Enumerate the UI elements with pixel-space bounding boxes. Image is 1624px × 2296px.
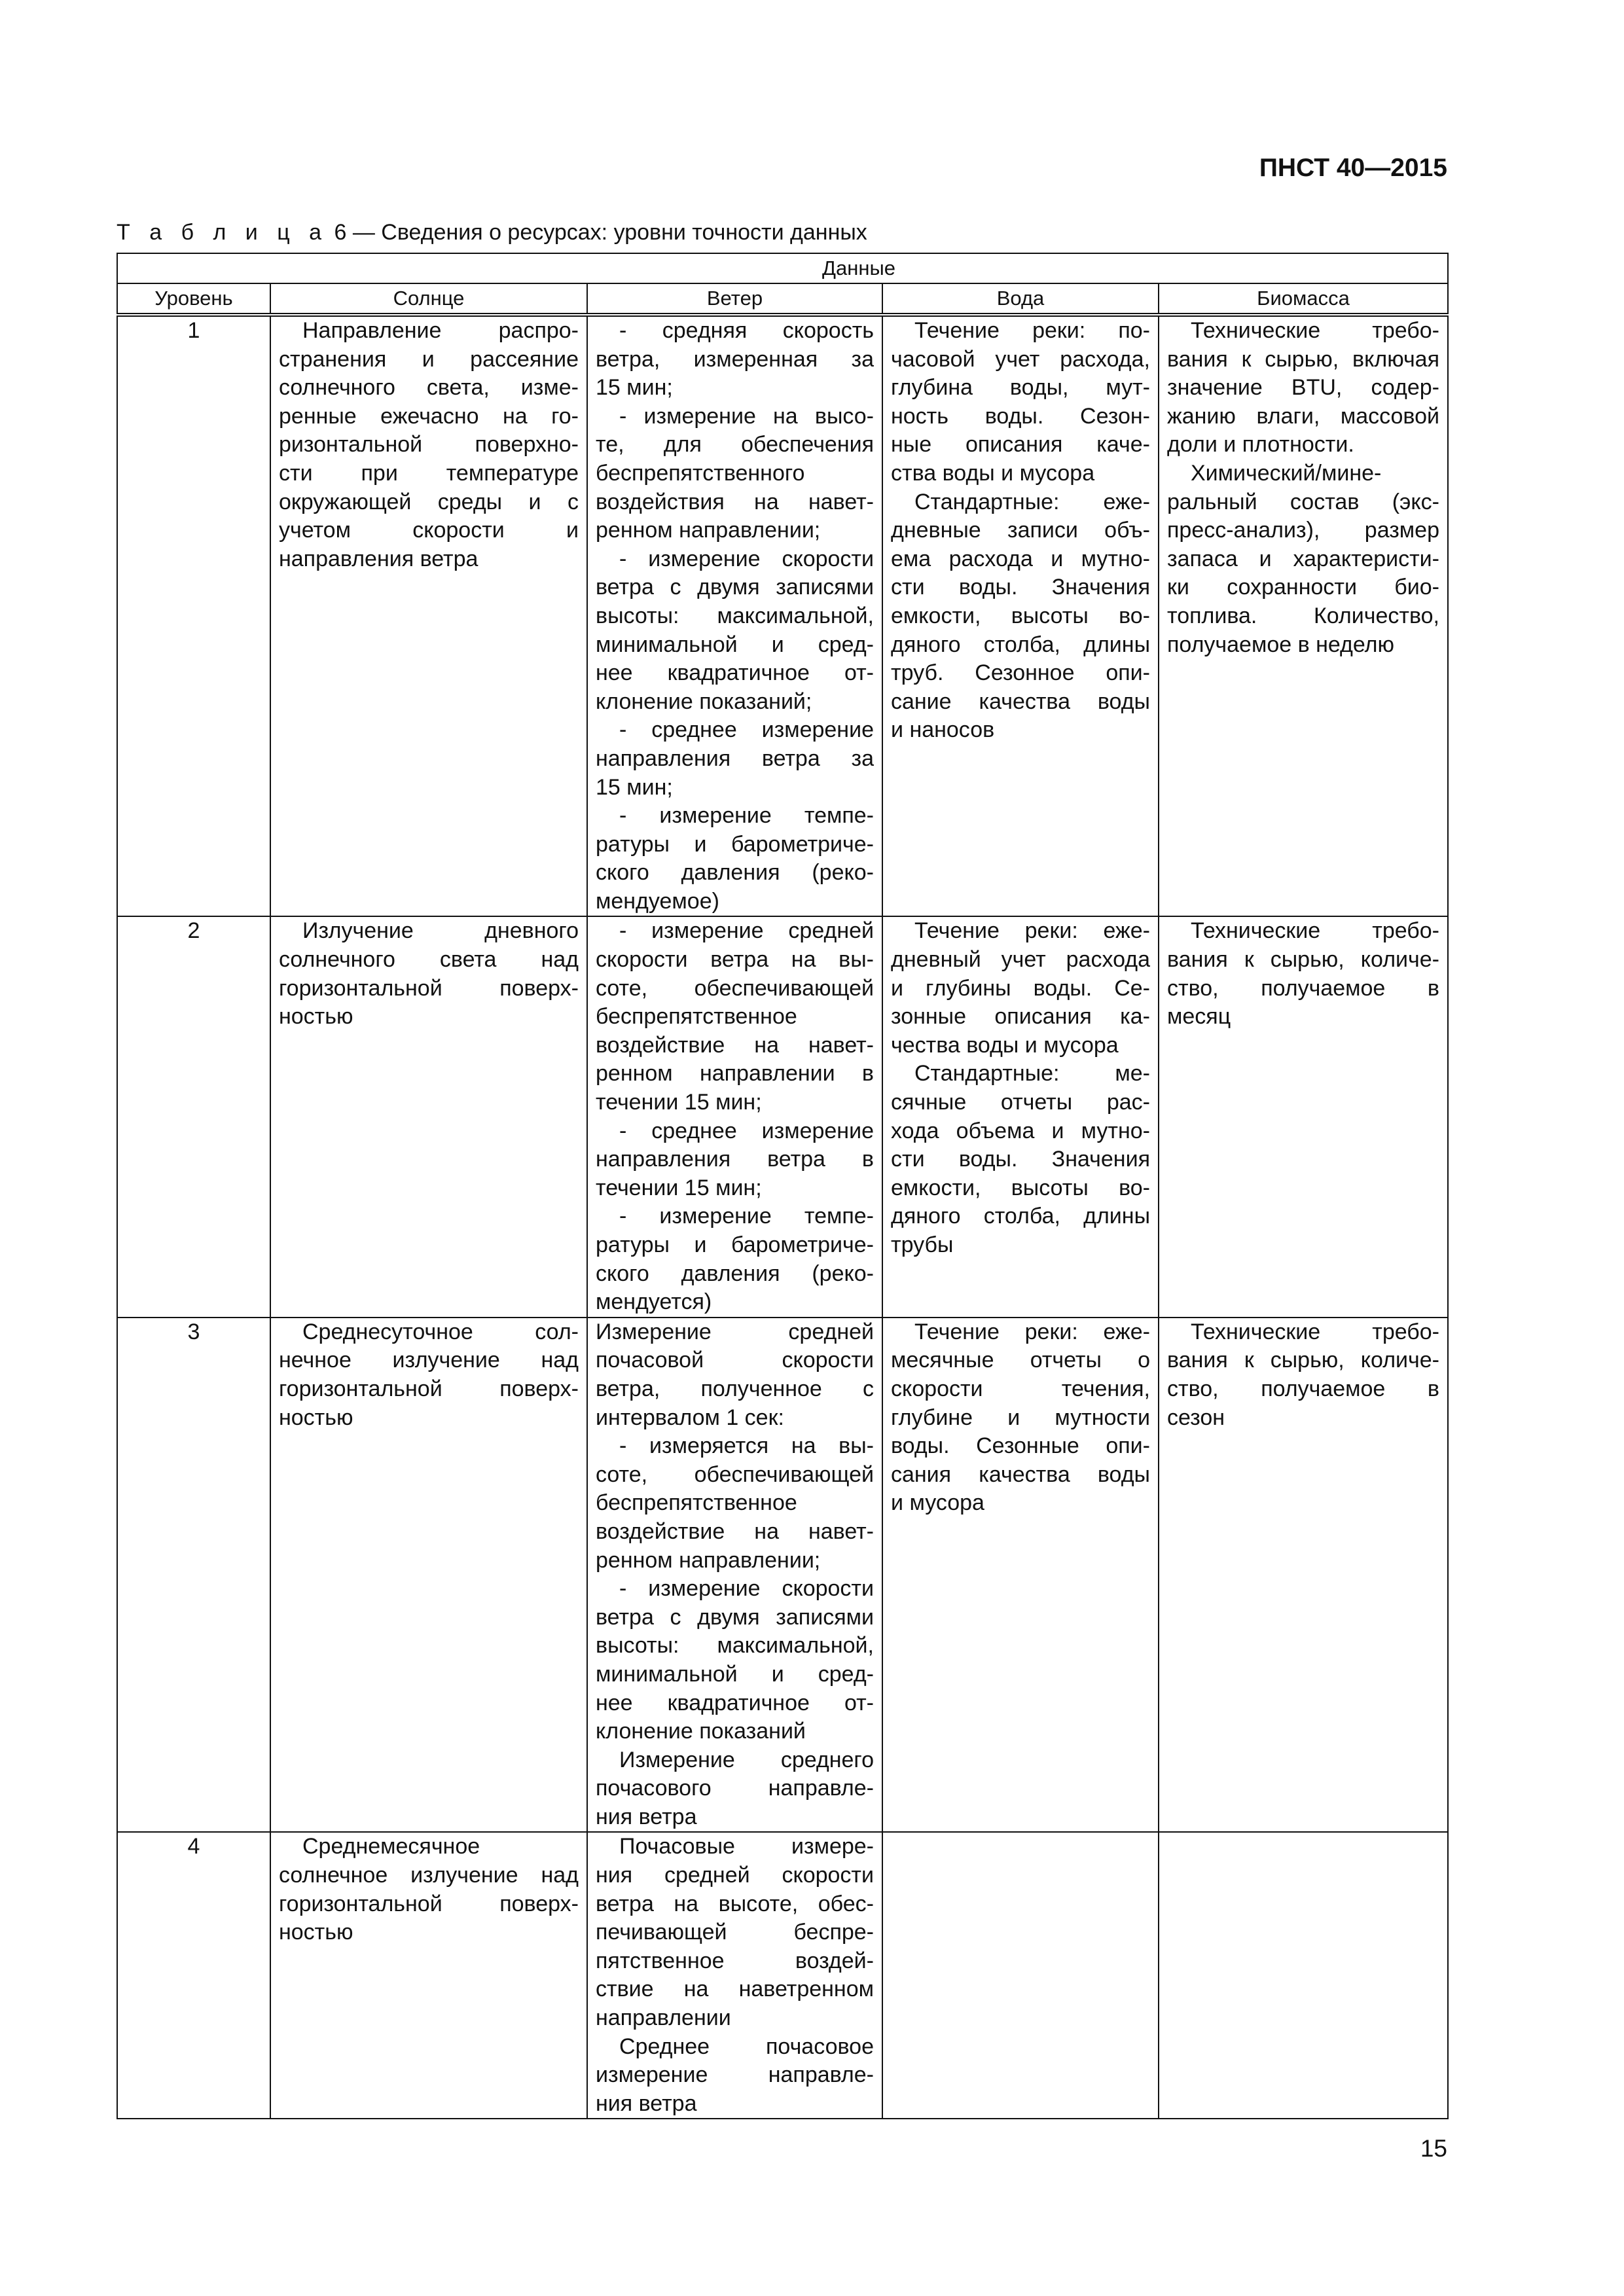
- cell-text-line: направления ветра за: [596, 745, 874, 771]
- cell-text-line: печивающей беспре-: [596, 1920, 874, 1945]
- cell-text-line: ренном направлении;: [596, 1547, 821, 1573]
- level-cell: 2: [117, 916, 270, 1317]
- cell-text-line: горизонтальной поверх-: [279, 975, 579, 1001]
- cell-text-line: дяного столба, длины: [891, 1204, 1150, 1229]
- cell-text-line: ризонтальной поверхно-: [279, 432, 579, 457]
- cell-text-line: высоты: максимальной,: [596, 1633, 874, 1659]
- cell-text-line: - средняя скорость: [619, 318, 874, 343]
- column-header-biomass: Биомасса: [1159, 283, 1448, 315]
- cell-text-line: почасовой скорости: [596, 1348, 874, 1373]
- cell-text-line: вания к сырью, количе-: [1167, 1348, 1439, 1373]
- cell-text-line: ства воды и мусора: [891, 460, 1095, 486]
- table-caption-text: 6 — Сведения о ресурсах: уровни точности данных: [334, 220, 867, 245]
- cell-text-line: вания к сырью, включая: [1167, 346, 1439, 372]
- cell-text-line: зонные описания ка-: [891, 1004, 1150, 1030]
- cell-text-line: запаса и характеристи-: [1167, 546, 1439, 571]
- cell-text-line: трубы: [891, 1232, 954, 1257]
- cell-text-line: сти воды. Значения: [891, 1147, 1150, 1172]
- cell-text-line: сание качества воды: [891, 689, 1150, 714]
- cell-text-line: соте, обеспечивающей: [596, 1462, 874, 1487]
- wind-cell: [587, 916, 882, 1317]
- cell-text-line: хода объема и мутно-: [891, 1118, 1150, 1143]
- cell-text-line: ветра с двумя записями: [596, 575, 874, 600]
- sun-cell: [270, 315, 587, 916]
- cell-text-line: ство, получаемое в: [1167, 975, 1439, 1001]
- cell-text-line: труб. Сезонное опи-: [891, 660, 1150, 686]
- biomass-cell: [1159, 315, 1448, 916]
- cell-text-line: ема расхода и мутно-: [891, 546, 1150, 571]
- cell-text-line: направления ветра: [279, 546, 478, 571]
- cell-text-line: дневные записи объ-: [891, 518, 1150, 543]
- cell-text-line: ского давления (реко-: [596, 860, 874, 886]
- cell-text-line: Почасовые измере-: [619, 1834, 874, 1859]
- water-cell: [882, 1832, 1159, 2119]
- cell-text-line: ренные ежечасно на го-: [279, 403, 579, 429]
- header-empty-cell: [117, 253, 270, 283]
- cell-text-line: течении 15 мин;: [596, 1090, 762, 1115]
- cell-text-line: сти воды. Значения: [891, 575, 1150, 600]
- cell-text-line: мендуемое): [596, 888, 719, 914]
- table-caption: [117, 220, 867, 245]
- cell-text-line: Химический/мине-: [1191, 460, 1382, 486]
- cell-text-line: почасового направле-: [596, 1776, 874, 1801]
- cell-text-line: - измерение темпе-: [619, 1204, 874, 1229]
- water-cell: [882, 315, 1159, 916]
- page-number: 15: [1420, 2135, 1447, 2162]
- table-body: [117, 315, 1448, 2119]
- cell-text-line: нечное излучение над: [279, 1348, 579, 1373]
- cell-text-line: жанию влаги, массовой: [1167, 403, 1439, 429]
- cell-text-line: направлении: [596, 2005, 731, 2031]
- cell-text-line: ветра, измеренная за: [596, 346, 874, 372]
- table-caption-prefix: Т а б л и ц а: [117, 220, 329, 245]
- water-cell: [882, 1318, 1159, 1833]
- sun-cell: [270, 916, 587, 1317]
- resource-table: [117, 253, 1449, 2119]
- cell-text-line: скорости ветра на вы-: [596, 947, 874, 973]
- cell-text-line: ральный состав (экс-: [1167, 489, 1439, 514]
- water-cell: [882, 916, 1159, 1317]
- cell-text-line: горизонтальной поверх-: [279, 1891, 579, 1916]
- cell-text-line: глубине и мутности: [891, 1405, 1150, 1430]
- cell-text-line: Технические требо-: [1191, 1319, 1439, 1344]
- cell-text-line: часовой учет расхода,: [891, 346, 1150, 372]
- cell-text-line: и мусора: [891, 1490, 984, 1516]
- cell-text-line: солнечного света, изме-: [279, 375, 579, 401]
- cell-text-line: - измерение на высо-: [619, 403, 874, 429]
- level-cell: 1: [117, 315, 270, 916]
- biomass-cell: [1159, 916, 1448, 1317]
- cell-text-line: минимальной и сред-: [596, 632, 874, 657]
- cell-text-line: нее квадратичное от-: [596, 1690, 874, 1715]
- cell-text-line: беспрепятственного: [596, 460, 805, 486]
- cell-text-line: ветра с двумя записями: [596, 1604, 874, 1630]
- cell-text-line: и наносов: [891, 717, 995, 743]
- sun-cell: [270, 1318, 587, 1833]
- group-header-data: Данные: [270, 253, 1448, 283]
- cell-text-line: направления ветра в: [596, 1147, 874, 1172]
- cell-text-line: вания к сырью, количе-: [1167, 947, 1439, 973]
- cell-text-line: течении 15 мин;: [596, 1175, 762, 1200]
- cell-text-line: Течение реки: еже-: [914, 1319, 1150, 1344]
- wind-cell: [587, 1318, 882, 1833]
- cell-text-line: емкости, высоты во-: [891, 603, 1150, 628]
- cell-text-line: ренном направлении в: [596, 1061, 874, 1086]
- cell-text-line: Течение реки: по-: [914, 318, 1150, 343]
- cell-text-line: беспрепятственное: [596, 1004, 797, 1030]
- table-row: [117, 916, 1448, 1317]
- column-header-sun: Солнце: [270, 283, 587, 315]
- cell-text-line: Среднесуточное сол-: [302, 1319, 579, 1344]
- cell-text-line: получаемое в неделю: [1167, 632, 1394, 657]
- cell-text-line: ностью: [279, 1920, 353, 1945]
- cell-text-line: доли и плотности.: [1167, 432, 1354, 457]
- biomass-cell: [1159, 1832, 1448, 2119]
- cell-text-line: беспрепятственное: [596, 1490, 797, 1516]
- cell-text-line: сячные отчеты рас-: [891, 1090, 1150, 1115]
- cell-text-line: странения и рассеяние: [279, 346, 579, 372]
- cell-text-line: Излучение дневного: [302, 918, 579, 944]
- cell-text-line: горизонтальной поверх-: [279, 1376, 579, 1401]
- cell-text-line: минимальной и сред-: [596, 1661, 874, 1687]
- cell-text-line: ветра на высоте, обес-: [596, 1891, 874, 1916]
- cell-text-line: соте, обеспечивающей: [596, 975, 874, 1001]
- cell-text-line: ратуры и барометриче-: [596, 1232, 874, 1257]
- column-header-level: Уровень: [117, 283, 270, 315]
- cell-text-line: - измеряется на вы-: [619, 1433, 874, 1459]
- cell-text-line: сания качества воды: [891, 1462, 1150, 1487]
- cell-text-line: дяного столба, длины: [891, 632, 1150, 657]
- table-row: [117, 1318, 1448, 1833]
- cell-text-line: месячные отчеты о: [891, 1348, 1150, 1373]
- cell-text-line: - измерение темпе-: [619, 803, 874, 829]
- cell-text-line: окружающей среды и с: [279, 489, 579, 514]
- cell-text-line: - среднее измерение: [619, 1118, 874, 1143]
- cell-text-line: ского давления (реко-: [596, 1261, 874, 1286]
- cell-text-line: чества воды и мусора: [891, 1032, 1119, 1058]
- cell-text-line: ки сохранности био-: [1167, 575, 1439, 600]
- cell-text-line: значение BTU, содер-: [1167, 375, 1439, 401]
- cell-text-line: мендуется): [596, 1289, 712, 1315]
- cell-text-line: нее квадратичное от-: [596, 660, 874, 686]
- cell-text-line: ветра, полученное с: [596, 1376, 874, 1401]
- wind-cell: [587, 315, 882, 916]
- cell-text-line: ствие на наветренном: [596, 1977, 874, 2002]
- cell-text-line: ния ветра: [596, 1804, 697, 1829]
- cell-text-line: солнечное излучение над: [279, 1863, 579, 1888]
- cell-text-line: ство, получаемое в: [1167, 1376, 1439, 1401]
- cell-text-line: те, для обеспечения: [596, 432, 874, 457]
- biomass-cell: [1159, 1318, 1448, 1833]
- cell-text-line: дневный учет расхода: [891, 947, 1150, 973]
- cell-text-line: - измерение скорости: [619, 546, 874, 571]
- cell-text-line: воздействие на навет-: [596, 1032, 874, 1058]
- cell-text-line: ния ветра: [596, 2090, 697, 2116]
- cell-text-line: сезон: [1167, 1405, 1225, 1430]
- wind-cell: [587, 1832, 882, 2119]
- cell-text-line: ностью: [279, 1004, 353, 1030]
- cell-text-line: Стандартные: еже-: [914, 489, 1150, 514]
- cell-text-line: Среднее почасовое: [619, 2034, 874, 2059]
- cell-text-line: воздействия на навет-: [596, 489, 874, 514]
- cell-text-line: месяц: [1167, 1004, 1231, 1030]
- cell-text-line: клонение показаний: [596, 1719, 806, 1744]
- cell-text-line: учетом скорости и: [279, 518, 579, 543]
- cell-text-line: пресс-анализ), размер: [1167, 518, 1439, 543]
- cell-text-line: ратуры и барометриче-: [596, 831, 874, 857]
- sun-cell: [270, 1832, 587, 2119]
- cell-text-line: измерение направле-: [596, 2062, 874, 2088]
- cell-text-line: - среднее измерение: [619, 717, 874, 743]
- column-header-water: Вода: [882, 283, 1159, 315]
- cell-text-line: пятственное воздей-: [596, 1948, 874, 1973]
- cell-text-line: интервалом 1 сек:: [596, 1405, 784, 1430]
- cell-text-line: Технические требо-: [1191, 918, 1439, 944]
- table-row: [117, 315, 1448, 916]
- cell-text-line: ность воды. Сезон-: [891, 403, 1150, 429]
- cell-text-line: - измерение средней: [619, 918, 874, 944]
- cell-text-line: - измерение скорости: [619, 1576, 874, 1602]
- cell-text-line: ния средней скорости: [596, 1863, 874, 1888]
- cell-text-line: топлива. Количество,: [1167, 603, 1439, 628]
- cell-text-line: воды. Сезонные опи-: [891, 1433, 1150, 1459]
- cell-text-line: клонение показаний;: [596, 689, 812, 714]
- cell-text-line: ренном направлении;: [596, 518, 821, 543]
- cell-text-line: глубина воды, мут-: [891, 375, 1150, 401]
- cell-text-line: сти при температуре: [279, 460, 579, 486]
- cell-text-line: 15 мин;: [596, 774, 673, 800]
- table-row: [117, 1832, 1448, 2119]
- column-header-wind: Ветер: [587, 283, 882, 315]
- level-cell: 3: [117, 1318, 270, 1833]
- cell-text-line: Измерение среднего: [619, 1747, 874, 1772]
- cell-text-line: Направление распро-: [302, 318, 579, 343]
- cell-text-line: воздействие на навет-: [596, 1518, 874, 1544]
- cell-text-line: ные описания каче-: [891, 432, 1150, 457]
- document-code: ПНСТ 40—2015: [1259, 154, 1447, 182]
- cell-text-line: и глубины воды. Се-: [891, 975, 1150, 1001]
- cell-text-line: Течение реки: еже-: [914, 918, 1150, 944]
- cell-text-line: ностью: [279, 1405, 353, 1430]
- cell-text-line: Технические требо-: [1191, 318, 1439, 343]
- cell-text-line: высоты: максимальной,: [596, 603, 874, 628]
- cell-text-line: 15 мин;: [596, 375, 673, 401]
- cell-text-line: емкости, высоты во-: [891, 1175, 1150, 1200]
- cell-text-line: Измерение средней: [596, 1319, 874, 1344]
- cell-text-line: Стандартные: ме-: [914, 1061, 1150, 1086]
- cell-text-line: Среднемесячное: [302, 1834, 480, 1859]
- level-cell: 4: [117, 1832, 270, 2119]
- cell-text-line: скорости течения,: [891, 1376, 1150, 1401]
- cell-text-line: солнечного света над: [279, 947, 579, 973]
